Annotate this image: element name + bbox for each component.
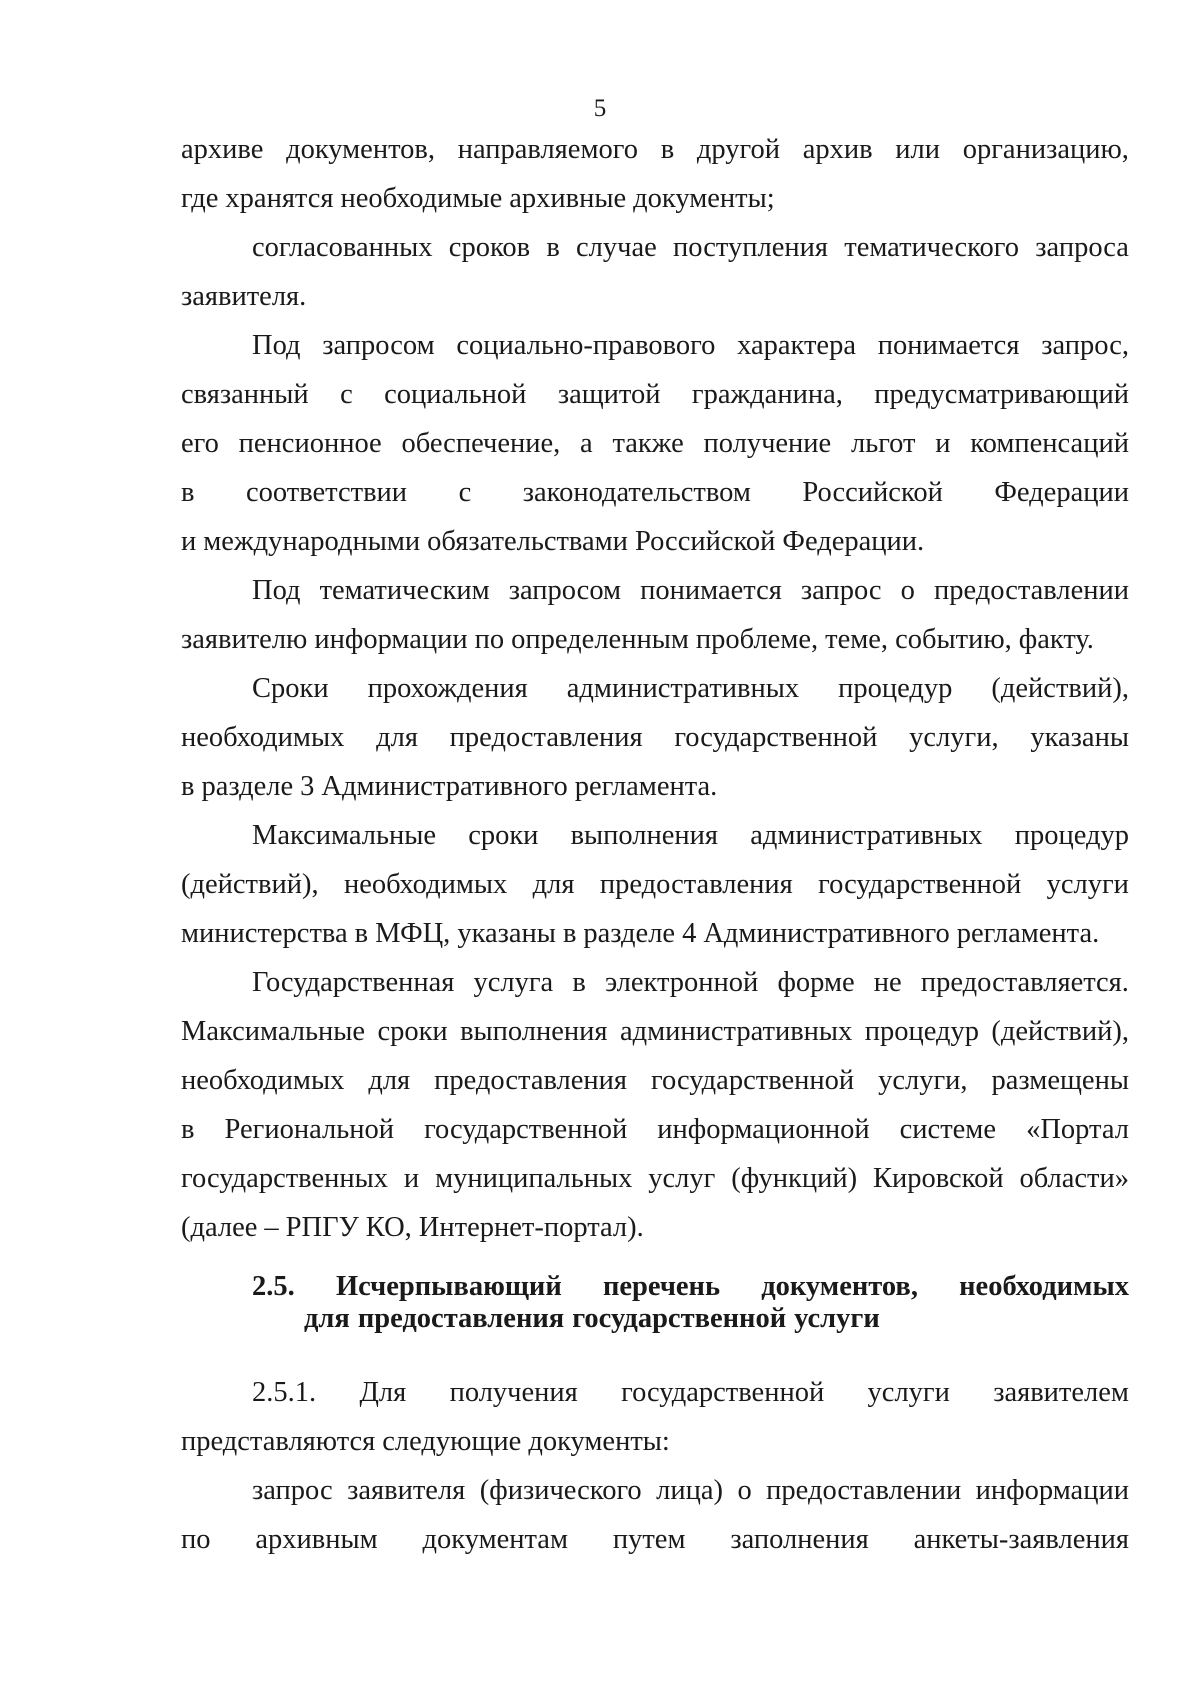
word: КО, <box>365 1212 412 1243</box>
word: событию, <box>895 624 1012 655</box>
word: Российской <box>634 526 776 557</box>
text-line <box>181 762 1129 811</box>
word: в <box>660 134 675 165</box>
document-body <box>181 125 1129 1564</box>
word: Административного <box>703 918 950 949</box>
word: услуги <box>1046 869 1129 900</box>
word: МФЦ, <box>375 918 451 949</box>
word: документы; <box>633 183 775 214</box>
word: услуги, <box>878 1065 968 1096</box>
word: о <box>900 575 915 606</box>
word: архивные <box>509 183 627 214</box>
word: предоставляется. <box>920 967 1129 998</box>
word: государственной <box>424 1114 628 1145</box>
word: административных <box>750 820 983 851</box>
word: а <box>580 428 593 459</box>
word: необходимые <box>340 183 503 214</box>
word: хранятся <box>225 183 334 214</box>
word: Максимальные <box>181 1016 366 1047</box>
text-line <box>181 811 1129 860</box>
word: процедур <box>838 673 953 704</box>
word: 2.5.1. <box>252 1377 317 1408</box>
word: Максимальные <box>252 820 437 851</box>
word: в <box>181 477 195 508</box>
word: запросом <box>508 575 622 606</box>
text-line <box>181 272 1129 321</box>
word: характера <box>737 330 856 361</box>
word: предусматривающий <box>874 379 1129 410</box>
word: архивным <box>255 1524 378 1555</box>
word: заявителем <box>993 1377 1129 1408</box>
word: получения <box>449 1377 578 1408</box>
section-heading-line-2 <box>181 1304 1129 1336</box>
spacer <box>181 1252 1129 1272</box>
word: обеспечение, <box>401 428 561 459</box>
word: (физического <box>479 1475 642 1506</box>
word: и <box>403 1163 420 1194</box>
word: согласованных <box>252 232 433 263</box>
word: документам <box>422 1524 568 1555</box>
word: поступления <box>673 232 828 263</box>
word: услуги <box>867 1377 950 1408</box>
word: льгот <box>850 428 916 459</box>
word: предоставлении <box>766 1475 962 1506</box>
word: запрос <box>800 575 882 606</box>
text-line <box>181 566 1129 615</box>
text-line <box>181 468 1129 517</box>
word: системе <box>899 1114 996 1145</box>
word: сроки <box>377 1016 448 1047</box>
text-line <box>181 1515 1129 1564</box>
word: не <box>873 967 902 998</box>
text-line <box>181 1368 1129 1417</box>
word: государственной <box>674 722 878 753</box>
word: Интернет-портал). <box>418 1212 644 1243</box>
word: документы: <box>528 1426 670 1457</box>
word: запроса <box>1035 232 1129 263</box>
text-line <box>181 1105 1129 1154</box>
word: компенсаций <box>970 428 1129 459</box>
word: Кировской <box>872 1163 1004 1194</box>
word: административных <box>619 1016 853 1047</box>
word: Федерации. <box>782 526 925 557</box>
word: Под <box>252 575 301 606</box>
word: Административного <box>321 771 568 802</box>
word: с <box>340 379 353 410</box>
word: государственной <box>621 1377 825 1408</box>
word: связанный <box>181 379 309 410</box>
word: соответствии <box>246 477 408 508</box>
word: Государственная <box>252 967 455 998</box>
text-line <box>181 174 1129 223</box>
section-paragraphs <box>181 1368 1129 1564</box>
word: направляемого <box>457 134 638 165</box>
word: указаны <box>1030 722 1129 753</box>
heading-word: 2.5. <box>252 1271 295 1302</box>
word: услуг <box>648 1163 716 1194</box>
word: следующие <box>382 1426 522 1457</box>
word: регламента. <box>956 918 1100 949</box>
text-line <box>181 909 1129 958</box>
word: необходимых <box>343 869 508 900</box>
word: предоставления <box>434 1065 628 1096</box>
text-line <box>181 223 1129 272</box>
text-line <box>181 1007 1129 1056</box>
word: для <box>368 1065 411 1096</box>
word: «Портал <box>1026 1114 1129 1145</box>
word: запрос <box>252 1475 333 1506</box>
word: тематического <box>844 232 1020 263</box>
word: 3 <box>300 771 315 802</box>
word: выполнения <box>570 820 719 851</box>
text-line <box>181 713 1129 762</box>
word: необходимых <box>181 1065 345 1096</box>
word: в <box>181 1114 195 1145</box>
word: государственной <box>818 869 1022 900</box>
word: защитой <box>557 379 661 410</box>
word: социально-правового <box>456 330 716 361</box>
text-line <box>181 615 1129 664</box>
word: случае <box>576 232 657 263</box>
word: о <box>737 1475 752 1506</box>
word: электронной <box>604 967 759 998</box>
word: процедур <box>864 1016 979 1047</box>
word: документов, <box>286 134 435 165</box>
word: (действий), <box>991 1016 1129 1047</box>
word: Для <box>359 1377 407 1408</box>
word: международными <box>203 526 421 557</box>
word: по <box>181 1524 211 1555</box>
word: выполнения <box>460 1016 608 1047</box>
word: для <box>532 869 575 900</box>
word: представляются <box>181 1426 376 1457</box>
word: в <box>181 771 195 802</box>
heading-word: перечень <box>602 1271 721 1302</box>
spacer <box>181 1336 1129 1368</box>
text-line <box>181 517 1129 566</box>
word: в <box>572 967 586 998</box>
word: тематическим <box>319 575 490 606</box>
word: анкеты-заявления <box>913 1524 1129 1555</box>
word: (далее <box>181 1212 258 1243</box>
word: понимается <box>877 330 1020 361</box>
word: муниципальных <box>435 1163 633 1194</box>
word: необходимых <box>181 722 345 753</box>
word: в <box>562 918 577 949</box>
word: услуга <box>473 967 554 998</box>
word: Под <box>252 330 301 361</box>
word: (функций) <box>731 1163 858 1194</box>
word: архиве <box>181 134 264 165</box>
word: информации <box>314 624 468 655</box>
word: проблеме, <box>695 624 819 655</box>
word: Сроки <box>252 673 329 704</box>
text-line <box>181 1466 1129 1515</box>
word: министерства <box>181 918 348 949</box>
word: в <box>546 232 560 263</box>
heading-word: необходимых <box>959 1271 1129 1302</box>
heading-word: государственной <box>572 1303 787 1334</box>
word: разделе <box>201 771 294 802</box>
word: организацию, <box>962 134 1129 165</box>
word: также <box>612 428 684 459</box>
word: заявителя <box>347 1475 466 1506</box>
section-heading-line-1 <box>181 1272 1129 1304</box>
word: для <box>376 722 418 753</box>
text-line <box>181 1417 1129 1466</box>
word: услуги, <box>909 722 999 753</box>
word: его <box>181 428 219 459</box>
word: предоставления <box>599 869 793 900</box>
word: пенсионное <box>238 428 382 459</box>
word: заявителя. <box>181 281 307 312</box>
text-line <box>181 1154 1129 1203</box>
text-line <box>181 419 1129 468</box>
word: определенным <box>511 624 689 655</box>
word: лица) <box>656 1475 724 1506</box>
word: указаны <box>457 918 556 949</box>
word: государственных <box>181 1163 389 1194</box>
word: сроки <box>468 820 539 851</box>
text-line <box>181 1203 1129 1252</box>
word: социальной <box>384 379 527 410</box>
word: и <box>935 428 951 459</box>
text-line <box>181 1056 1129 1105</box>
heading-word: Исчерпывающий <box>335 1271 562 1302</box>
section-heading <box>181 1272 1129 1336</box>
word: процедур <box>1014 820 1129 851</box>
word: заполнения <box>730 1524 869 1555</box>
word: законодательством <box>522 477 751 508</box>
word: теме, <box>825 624 889 655</box>
heading-word: для <box>304 1303 350 1334</box>
text-line <box>181 958 1129 1007</box>
word: Федерации <box>994 477 1129 508</box>
word: факту. <box>1018 624 1094 655</box>
word: информации <box>975 1475 1129 1506</box>
word: запросом <box>322 330 435 361</box>
word: гражданина, <box>691 379 843 410</box>
text-line <box>181 664 1129 713</box>
word: государственной <box>651 1065 855 1096</box>
word: предоставлении <box>933 575 1129 606</box>
text-line <box>181 125 1129 174</box>
word: РПГУ <box>285 1212 359 1243</box>
word: форме <box>777 967 855 998</box>
text-line <box>181 370 1129 419</box>
word: другой <box>696 134 780 165</box>
word: (действий), <box>991 673 1129 704</box>
word: по <box>474 624 505 655</box>
word: области» <box>1019 1163 1129 1194</box>
word: понимается <box>640 575 782 606</box>
word: или <box>895 134 941 165</box>
word: разделе <box>583 918 676 949</box>
word: обязательствами <box>427 526 628 557</box>
word: (действий), <box>181 869 319 900</box>
word: где <box>181 183 219 214</box>
word: прохождения <box>367 673 528 704</box>
word: заявителю <box>181 624 308 655</box>
text-line <box>181 860 1129 909</box>
word: административных <box>566 673 800 704</box>
word: информационной <box>657 1114 870 1145</box>
body-paragraphs <box>181 125 1129 1252</box>
heading-word: услуги <box>794 1303 880 1334</box>
heading-word: документов, <box>761 1271 918 1302</box>
heading-word: предоставления <box>357 1303 565 1334</box>
word: – <box>264 1212 279 1243</box>
text-line <box>181 321 1129 370</box>
word: путем <box>612 1524 686 1555</box>
word: архив <box>802 134 873 165</box>
word: сроков <box>448 232 531 263</box>
page-number: 5 <box>593 95 607 122</box>
word: и <box>181 526 197 557</box>
word: получение <box>703 428 832 459</box>
word: размещены <box>991 1065 1129 1096</box>
word: Региональной <box>224 1114 394 1145</box>
word: в <box>354 918 369 949</box>
word: предоставления <box>449 722 643 753</box>
word: 4 <box>682 918 697 949</box>
word: Российской <box>802 477 943 508</box>
word: запрос, <box>1041 330 1129 361</box>
word: с <box>458 477 472 508</box>
word: регламента. <box>574 771 718 802</box>
